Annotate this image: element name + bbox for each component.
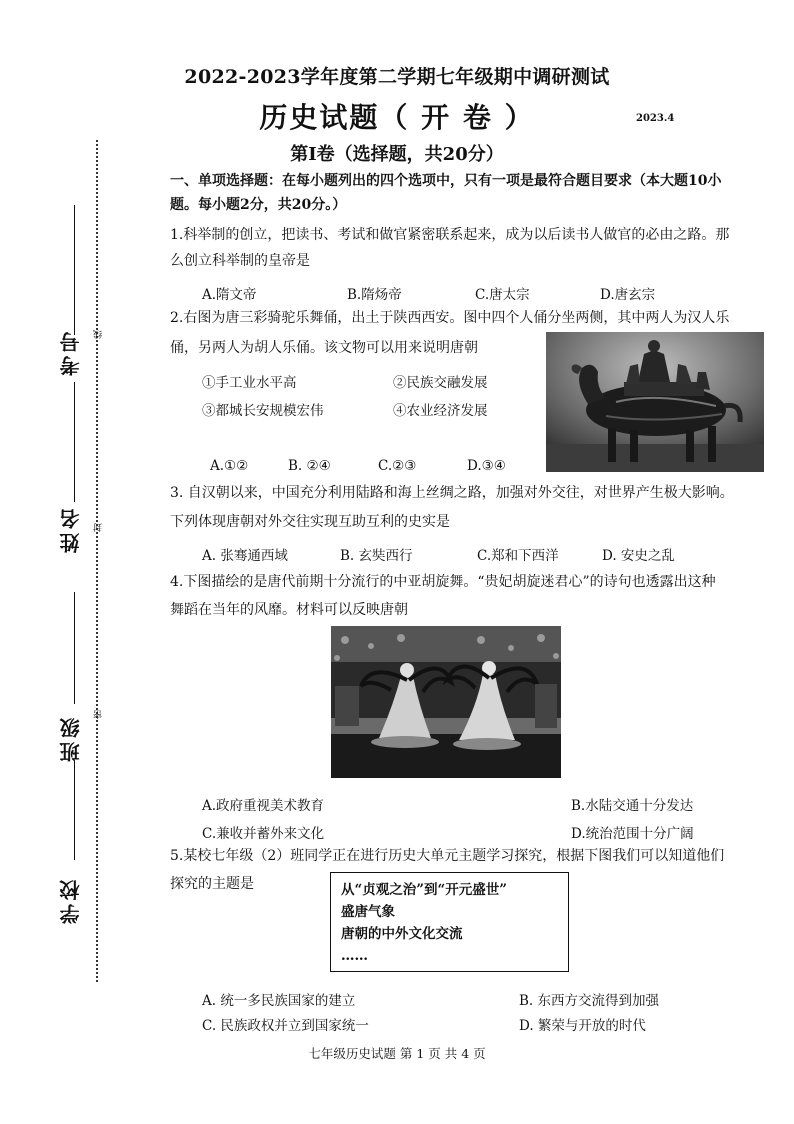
q1-option-c[interactable]: C.唐太宗: [475, 287, 530, 303]
q2-statement-2: ②民族交融发展: [393, 375, 488, 391]
exam-no-label: 考号: [59, 328, 83, 376]
q2-option-c[interactable]: C.②③: [378, 458, 417, 474]
q4-option-a[interactable]: A.政府重视美术教育: [202, 798, 325, 814]
q2-stem-line2: 俑，另两人为胡人乐俑。该文物可以用来说明唐朝: [170, 340, 478, 356]
q4-stem-line1: 4.下图描绘的是唐代前期十分流行的中亚胡旋舞。“贵妃胡旋迷君心”的诗句也透露出这种: [170, 574, 716, 590]
binding-mark-line: 线: [94, 330, 104, 339]
binding-dotted-line: [96, 140, 98, 982]
huxuan-dance-image: [331, 626, 561, 778]
subject-title: 历史试题（ 开 卷 ）: [259, 101, 535, 134]
q3-stem-line1: 3. 自汉朝以来，中国充分利用陆路和海上丝绸之路，加强对外交往，对世界产生极大影响。: [170, 485, 734, 501]
q5-stem-line2: 探究的主题是: [170, 876, 254, 892]
q3-option-c[interactable]: C.郑和下西洋: [477, 548, 559, 564]
huxuan-dance-mural: [331, 626, 561, 778]
q2-option-b[interactable]: B. ②④: [288, 458, 331, 474]
q5-box-line-4: ……: [341, 948, 368, 964]
q5-box-line-2: 盛唐气象: [341, 904, 395, 920]
binding-mark-seal: 封: [94, 523, 104, 532]
class-blank[interactable]: [74, 592, 75, 704]
q4-option-d[interactable]: D.统治范围十分广阔: [571, 826, 694, 842]
q1-stem-line1: 1.科举制的创立，把读书、考试和做官紧密联系起来，成为以后读书人做官的必由之路。那: [170, 227, 730, 243]
camel-figurine-image: [546, 332, 764, 472]
q5-option-c[interactable]: C. 民族政权并立到国家统一: [202, 1018, 369, 1034]
q2-statement-3: ③都城长安规模宏伟: [202, 403, 324, 419]
school-blank[interactable]: [74, 760, 75, 860]
q2-statement-4: ④农业经济发展: [393, 403, 488, 419]
section-title: 第Ⅰ卷（选择题，共20分）: [290, 144, 504, 165]
q1-option-a[interactable]: A.隋文帝: [202, 287, 257, 303]
instructions-line2: 题。每小题2分，共20分。）: [170, 197, 347, 213]
exam-no-blank[interactable]: [74, 205, 75, 335]
name-label: 姓名: [59, 505, 83, 553]
q3-option-b[interactable]: B. 玄奘西行: [340, 548, 413, 564]
q5-topic-box: [330, 872, 569, 972]
q4-option-c[interactable]: C.兼收并蓄外来文化: [202, 826, 325, 842]
class-label: 班级: [59, 714, 83, 762]
q3-option-d[interactable]: D. 安史之乱: [602, 548, 675, 564]
binding-mark-secret: 密: [94, 710, 104, 719]
q2-option-a[interactable]: A.①②: [210, 458, 249, 474]
q5-option-a[interactable]: A. 统一多民族国家的建立: [202, 993, 356, 1009]
q1-stem-line2: 么创立科举制的皇帝是: [170, 253, 310, 269]
q1-option-d[interactable]: D.唐玄宗: [600, 287, 656, 303]
exam-title: 2022-2023学年度第二学期七年级期中调研测试: [184, 66, 610, 88]
q4-option-b[interactable]: B.水陆交通十分发达: [571, 798, 694, 814]
q4-stem-line2: 舞蹈在当年的风靡。材料可以反映唐朝: [170, 602, 408, 618]
school-label: 学校: [59, 876, 83, 924]
q5-option-b[interactable]: B. 东西方交流得到加强: [519, 993, 660, 1009]
page-footer: 七年级历史试题 第 1 页 共 4 页: [308, 1046, 486, 1061]
q5-box-line-1: 从“贞观之治”到“开元盛世”: [341, 882, 508, 898]
q5-box-line-3: 唐朝的中外文化交流: [341, 926, 463, 942]
q3-option-a[interactable]: A. 张骞通西域: [202, 548, 288, 564]
q2-statement-1: ①手工业水平高: [202, 375, 297, 391]
q2-option-d[interactable]: D.③④: [467, 458, 506, 474]
q1-option-b[interactable]: B.隋炀帝: [347, 287, 402, 303]
exam-date: 2023.4: [636, 113, 675, 124]
q3-stem-line2: 下列体现唐朝对外交往实现互助互利的史实是: [170, 514, 450, 530]
q5-option-d[interactable]: D. 繁荣与开放的时代: [519, 1018, 646, 1034]
q5-stem-line1: 5.某校七年级（2）班同学正在进行历史大单元主题学习探究，根据下图我们可以知道他们: [170, 848, 725, 864]
q2-stem-line1: 2.右图为唐三彩骑驼乐舞俑，出土于陕西西安。图中四个人俑分坐两侧，其中两人为汉人乐: [170, 310, 730, 326]
instructions-line1: 一、单项选择题：在每小题列出的四个选项中，只有一项是最符合题目要求（本大题10小: [170, 173, 722, 189]
name-blank[interactable]: [74, 382, 75, 502]
camel-figurine-photo: [546, 332, 764, 472]
